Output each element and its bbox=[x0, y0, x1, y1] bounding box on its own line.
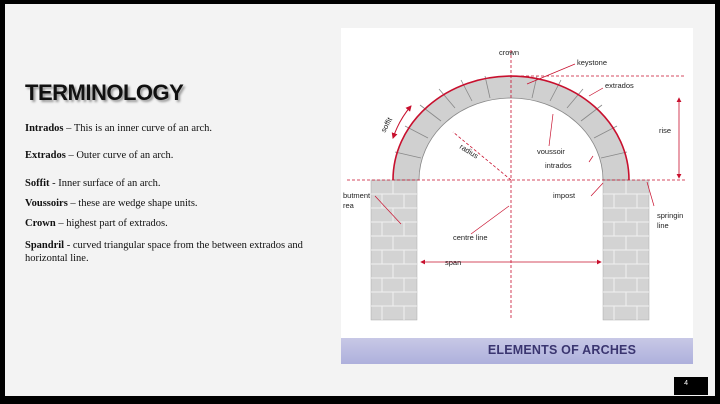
definition-text: – these are wedge shape units. bbox=[67, 198, 198, 209]
figure-caption-banner bbox=[341, 338, 693, 364]
label-keystone: keystone bbox=[577, 58, 608, 67]
definition-intrados bbox=[25, 122, 212, 135]
label-soffit: soffit bbox=[378, 115, 395, 134]
definition-term: Extrados bbox=[25, 150, 66, 161]
right-pier bbox=[603, 180, 649, 320]
page-number-box bbox=[674, 377, 708, 395]
definition-text: – Outer curve of an arch. bbox=[65, 150, 174, 161]
definition-extrados bbox=[25, 149, 173, 162]
slide-title: TERMINOLOGY bbox=[25, 80, 184, 105]
definition-crown bbox=[25, 217, 168, 230]
definition-term: Intrados bbox=[25, 123, 64, 134]
label-springing: springin bbox=[657, 211, 684, 220]
label-crown: crown bbox=[499, 48, 520, 57]
definition-spandril bbox=[25, 239, 340, 265]
arch-diagram bbox=[341, 28, 693, 364]
definition-voussoirs bbox=[25, 197, 198, 210]
definition-term: Spandril bbox=[25, 240, 65, 251]
label-abutment: butment bbox=[343, 191, 371, 200]
definition-text: - curved triangular space from the between extrados and horizontal line. bbox=[25, 240, 303, 264]
label-impost: impost bbox=[553, 191, 576, 200]
label-voussoir: voussoir bbox=[537, 147, 565, 156]
page-number: 4 bbox=[684, 380, 688, 387]
label-span: span bbox=[445, 258, 462, 267]
definition-term: Crown bbox=[25, 218, 56, 229]
definition-text: – This is an inner curve of an arch. bbox=[63, 123, 213, 134]
label-rise: rise bbox=[659, 126, 672, 135]
definition-term: Soffit bbox=[25, 178, 50, 189]
figure-caption: ELEMENTS OF ARCHES bbox=[487, 343, 637, 357]
left-pier bbox=[371, 180, 417, 320]
label-extrados: extrados bbox=[605, 81, 634, 90]
definition-soffit bbox=[25, 177, 161, 190]
definition-text: - Inner surface of an arch. bbox=[49, 178, 161, 189]
label-intrados: intrados bbox=[545, 161, 572, 170]
label-area: rea bbox=[343, 201, 354, 210]
definition-term: Voussoirs bbox=[25, 198, 68, 209]
definition-text: – highest part of extrados. bbox=[55, 218, 168, 229]
label-radius: radius bbox=[457, 142, 481, 161]
label-springing-line: line bbox=[657, 221, 669, 230]
label-centre-line: centre line bbox=[453, 233, 488, 242]
arch-diagram-svg bbox=[341, 28, 693, 364]
